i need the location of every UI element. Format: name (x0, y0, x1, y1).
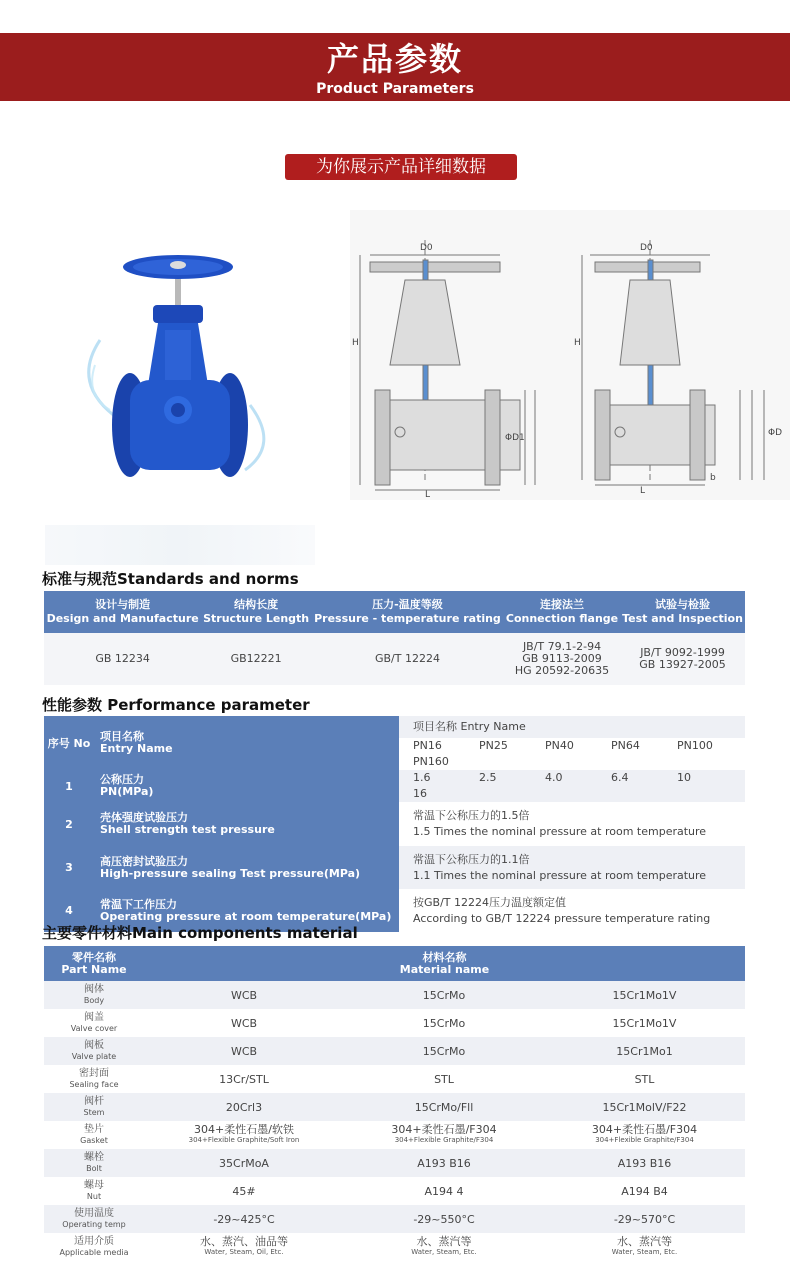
standards-table (44, 591, 745, 685)
performance-title: 性能参数 Performance parameter (42, 696, 310, 714)
mat-row-gasket: 垫片 Gasket 304+柔性石墨/软铁 304+Flexible Graphite/Soft Iron 304+柔性石墨/F304 304+Flexible Graphite/F304 304+柔性石墨/F304 304+Flexible Graphite/F304 (80, 1123, 698, 1145)
label-h-left: H (352, 338, 359, 348)
standards-title: 标准与规范Standards and norms (42, 570, 299, 588)
mat-row-body: 阀体 Body WCB 15CrMo 15Cr1Mo1V (44, 981, 745, 1009)
std-value-test: JB/T 9092-1999 GB 13927-2005 (620, 633, 745, 685)
perf-row-3: 3 高压密封试验压力 High-pressure sealing Test pressure(MPa) 常温下公称压力的1.1倍 1.1 Times the nominal pressure at room temperature (44, 846, 745, 889)
std-header-flange: 连接法兰 Connection flange (504, 591, 620, 633)
std-value-pressure: GB/T 12224 (311, 633, 504, 685)
mat-header-part: 零件名称 Part Name (44, 946, 144, 981)
std-value-length: GB12221 (201, 633, 311, 685)
decorative-strip (45, 525, 315, 565)
perf-row-1: 1 公称压力 PN(MPa) 1.6 2.5 4.0 6.4 1016 (44, 770, 745, 802)
label-d0-left: D0 (420, 243, 433, 253)
label-l-right: L (640, 486, 646, 496)
std-header-design: 设计与制造 Design and Manufacture (44, 591, 201, 633)
perf-row-2: 2 壳体强度试验压力 Shell strength test pressure 常温下公称压力的1.5倍 1.5 Times the nominal pressure at room temperature (44, 802, 745, 846)
perf-pn-labels: PN16 PN25 PN40 PN64 PN100PN160 (399, 738, 745, 770)
std-header-pressure: 压力-温度等级 Pressure - temperature rating (311, 591, 504, 633)
perf-entry-name-header: 项目名称 Entry Name (399, 716, 745, 738)
label-d1-left: ΦD1 (505, 433, 525, 443)
label-h-right: H (574, 338, 581, 348)
mat-row-cover: 阀盖 Valve cover WCB 15CrMo 15Cr1Mo1V (70, 1012, 677, 1033)
label-d0-right: D0 (640, 243, 653, 253)
std-value-flange: JB/T 79.1-2-94 GB 9113-2009 HG 20592-20635 (504, 633, 620, 685)
valve-photo (80, 245, 280, 490)
std-value-design: GB 12234 (44, 633, 201, 685)
label-l-left: L (425, 490, 431, 500)
materials-title: 主要零件材料Main components material (42, 924, 358, 942)
performance-table (44, 716, 745, 932)
perf-entry-header: 项目名称 Entry Name (94, 716, 399, 770)
tagline-badge: 为你展示产品详细数据 (285, 154, 517, 180)
mat-row-sealing: 密封面 Sealing face 13Cr/STL STL STL (69, 1068, 655, 1089)
std-header-test: 试验与检验 Test and Inspection (620, 591, 745, 633)
banner-title-cn: 产品参数 (326, 40, 463, 78)
banner-title-en: Product Parameters (316, 81, 474, 97)
mat-header-material: 材料名称 Material name (144, 946, 745, 981)
header-banner (0, 33, 790, 101)
std-header-length: 结构长度 Structure Length (201, 591, 311, 633)
label-b-right: b (710, 473, 716, 483)
perf-no-header: 序号 No (44, 716, 94, 770)
perf-row-4: 4 常温下工作压力 Operating pressure at room temperature(MPa) 按GB/T 12224压力温度额定值 According to GB/T 12224 pressure temperature rating (44, 889, 745, 932)
mat-row-plate: 阀板 Valve plate WCB 15CrMo 15Cr1Mo1 (44, 1037, 745, 1065)
mat-row-stem: 阀杆 Stem 20Crl3 15CrMo/Fll 15Cr1MolV/F22 (44, 1093, 745, 1121)
mat-row-media: 适用介质 Applicable media 水、蒸汽、油品等 Water, Steam, Oil, Etc. 水、蒸汽等 Water, Steam, Etc. 水、蒸汽等 Water, Steam, Etc. (59, 1235, 678, 1257)
mat-row-nut: 螺母 Nut 45# A194 4 A194 B4 (84, 1180, 668, 1201)
label-d-right: ΦD (768, 428, 783, 438)
dimension-drawings (350, 210, 790, 500)
mat-row-bolt: 螺栓 Bolt 35CrMoA A193 B16 A193 B16 (44, 1149, 745, 1177)
materials-table (44, 946, 745, 1261)
mat-row-temp: 使用温度 Operating temp -29~425°C -29~550°C -29~570°C (44, 1205, 745, 1233)
